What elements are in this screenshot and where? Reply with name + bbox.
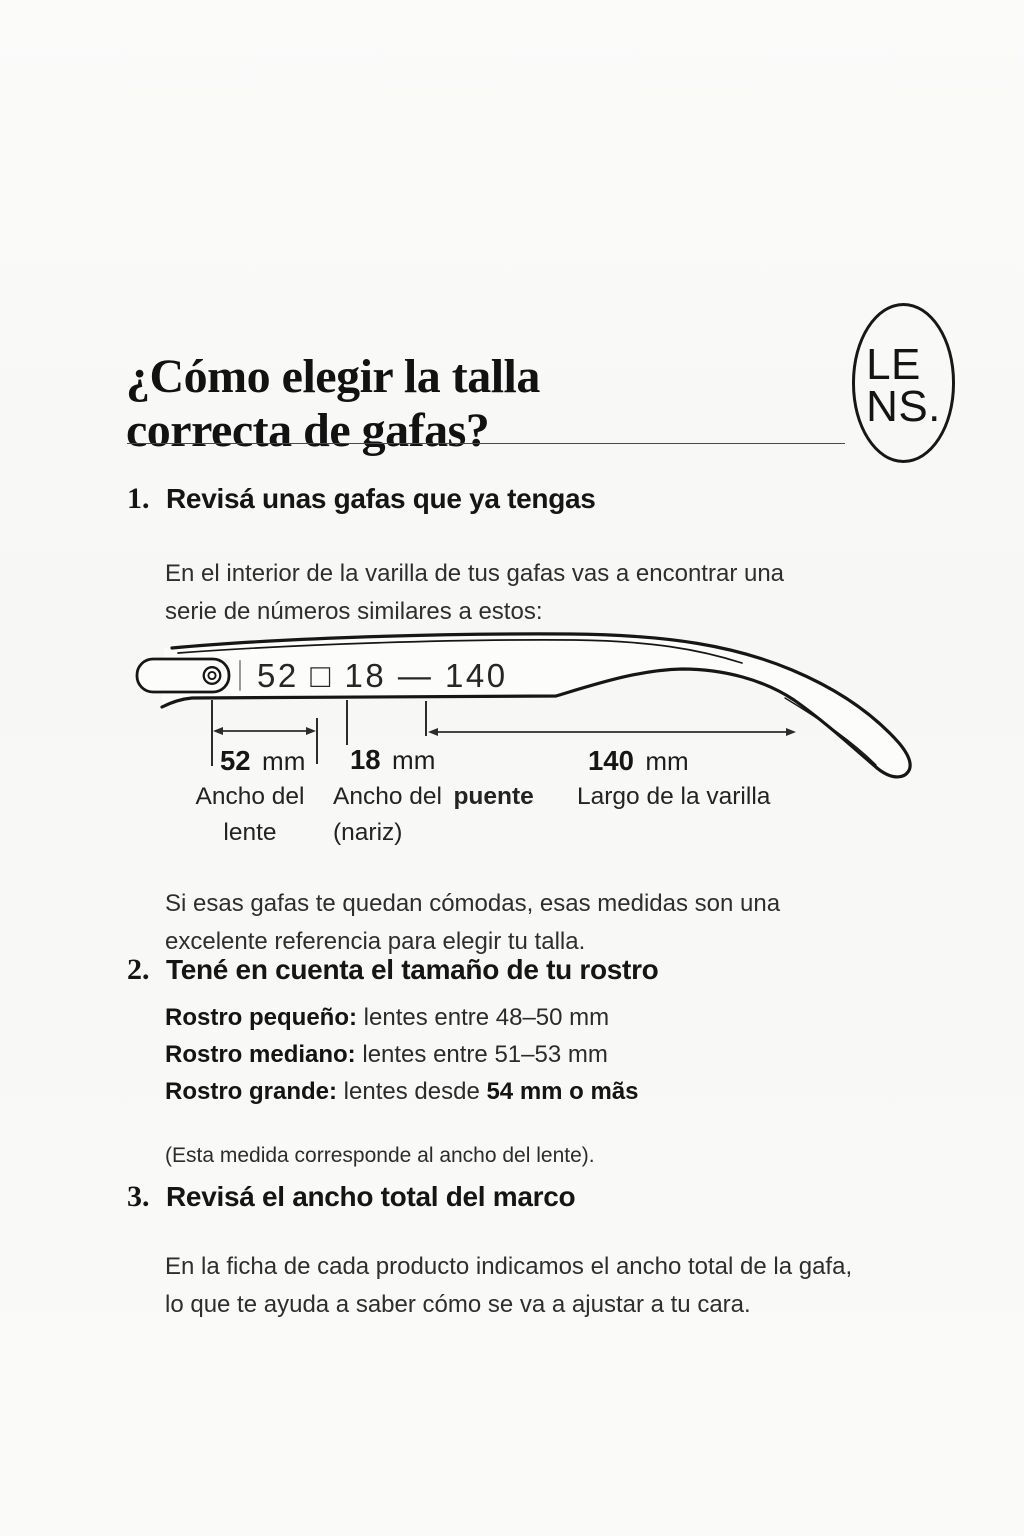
temple-marking: 52 □ 18 — 140 — [257, 657, 508, 694]
paragraph-line: Si esas gafas te quedan cómodas, esas medidas son una — [165, 890, 781, 917]
title-divider — [127, 443, 845, 444]
arrowhead-right — [786, 728, 796, 736]
section-2-heading — [127, 953, 658, 987]
section-3-paragraph — [165, 1248, 852, 1324]
paragraph-line: lo que te ayuda a saber cómo se va a ajustar a tu cara. — [165, 1291, 751, 1318]
face-size-list — [165, 999, 639, 1110]
section-1-number: 1. — [127, 482, 150, 515]
bridge-width-label-1: Ancho del puente — [333, 783, 534, 810]
temple-arm — [137, 634, 910, 777]
lens-logo — [852, 303, 955, 463]
section-2-title: Tené en cuenta el tamaño de tu rostro — [166, 954, 659, 985]
section-3-title: Revisá el ancho total del marco — [166, 1181, 576, 1212]
face-size-label: Rostro pequeño: — [165, 1004, 357, 1031]
face-size-text: lentes entre 51–53 mm — [355, 1041, 608, 1068]
arrowhead-right — [306, 727, 316, 735]
section-1-title: Revisá unas gafas que ya tengas — [166, 483, 596, 514]
paragraph-line: excelente referencia para elegir tu talla. — [165, 928, 586, 955]
title-line-2: correcta de gafas? — [126, 404, 490, 458]
lens-width-value: 52 mm — [220, 745, 306, 776]
arrowhead-left — [213, 727, 223, 735]
face-size-bold-tail: 54 mm o mãs — [486, 1078, 639, 1105]
size-note: (Esta medida corresponde al ancho del lente). — [165, 1144, 595, 1167]
face-size-item-small — [165, 999, 639, 1036]
temple-length-value: 140 mm — [588, 745, 689, 776]
logo-line-2: NS. — [866, 382, 941, 431]
page-title — [126, 350, 540, 458]
face-size-label: Rostro mediano: — [165, 1041, 356, 1068]
lens-width-label-2: lente — [223, 819, 277, 846]
bridge-width-label-2: (nariz) — [333, 819, 403, 846]
arrowhead-left — [428, 728, 438, 736]
section-2-number: 2. — [127, 953, 150, 986]
section-3-heading — [127, 1180, 575, 1214]
section-3-number: 3. — [127, 1180, 150, 1213]
paragraph-line: En la ficha de cada producto indicamos el ancho total de la gafa, — [165, 1253, 853, 1280]
lens-width-label-1: Ancho del — [195, 783, 305, 810]
face-size-item-large — [165, 1073, 639, 1110]
temple-length-label: Largo de la varilla — [577, 783, 771, 810]
section-1-heading — [127, 482, 596, 516]
logo-line-1: LE — [866, 340, 921, 389]
face-size-text: lentes entre 48–50 mm — [357, 1004, 610, 1031]
paragraph-line: En el interior de la varilla de tus gafas vas a encontrar una — [165, 560, 785, 587]
lens-logo-text — [866, 340, 941, 431]
paragraph-line: serie de números similares a estos: — [165, 598, 543, 625]
section-1-conclusion — [165, 885, 780, 961]
title-line-1: ¿Cómo elegir la talla — [126, 350, 540, 404]
face-size-text: lentes desde — [337, 1078, 487, 1105]
temple-diagram — [130, 618, 950, 853]
face-size-label: Rostro grande: — [165, 1078, 338, 1105]
bridge-width-value: 18 mm — [350, 744, 436, 775]
face-size-item-medium — [165, 1036, 639, 1073]
